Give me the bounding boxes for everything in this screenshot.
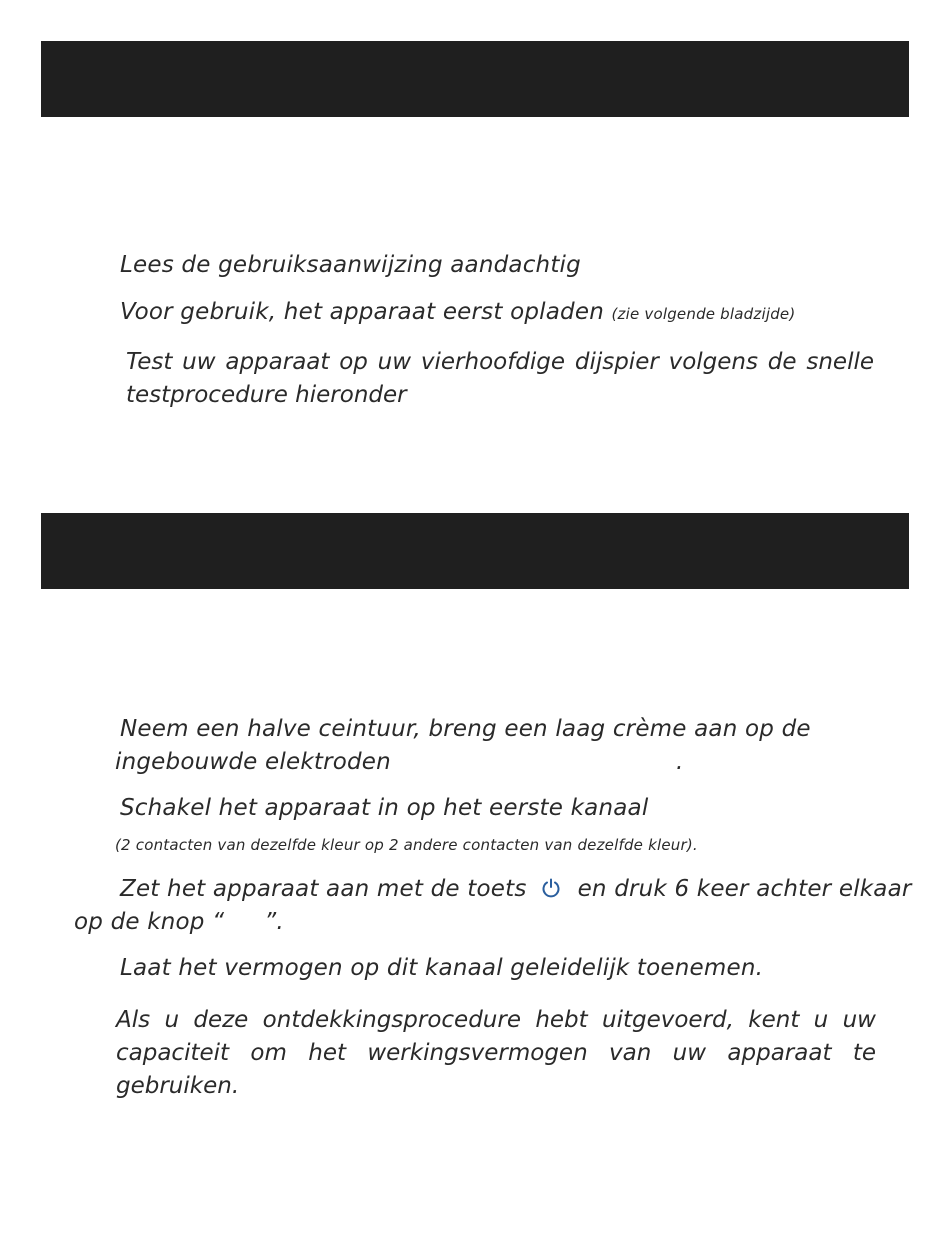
power-icon	[540, 877, 562, 899]
step1-line2: ingebouwde elektroden	[115, 749, 391, 775]
step3-text-c: op de knop “	[74, 909, 225, 935]
step5-text: Als u deze ontdekkingsprocedure hebt uitgevoerd, kent u uw capaciteit om het werkingsvermogen van uw apparaat te gebruiken.	[116, 1007, 876, 1099]
step2-note: (2 contacten van dezelfde kleur op 2 andere contacten van dezelfde kleur).	[115, 836, 698, 854]
section-header-band-1	[41, 41, 909, 117]
step2-text: Schakel het apparaat in op het eerste kanaal	[120, 795, 649, 821]
instruction-test: Test uw apparaat op uw vierhoofdige dijspier volgens de snelle testprocedure hieronder	[126, 349, 874, 408]
step3-text-b: en druk 6 keer achter elkaar	[577, 876, 912, 902]
instruction-charge-note: (zie volgende bladzijde)	[611, 305, 796, 323]
section-header-band-2	[41, 513, 909, 589]
step3-text-a: Zet het apparaat aan met de toets	[120, 876, 527, 902]
step3-line2	[74, 909, 284, 935]
step1-line1: Neem een halve ceintuur, breng een laag crème aan op de	[120, 716, 811, 742]
instruction-charge-text: Voor gebruik, het apparaat eerst opladen	[120, 299, 604, 325]
step1-period: .	[676, 749, 684, 775]
instruction-charge	[120, 299, 795, 325]
step4-text: Laat het vermogen op dit kanaal geleidelijk toenemen.	[120, 955, 764, 981]
instruction-read-manual: Lees de gebruiksaanwijzing aandachtig	[120, 252, 581, 278]
step3-line1	[120, 876, 912, 902]
step3-text-d: ”.	[264, 909, 284, 935]
